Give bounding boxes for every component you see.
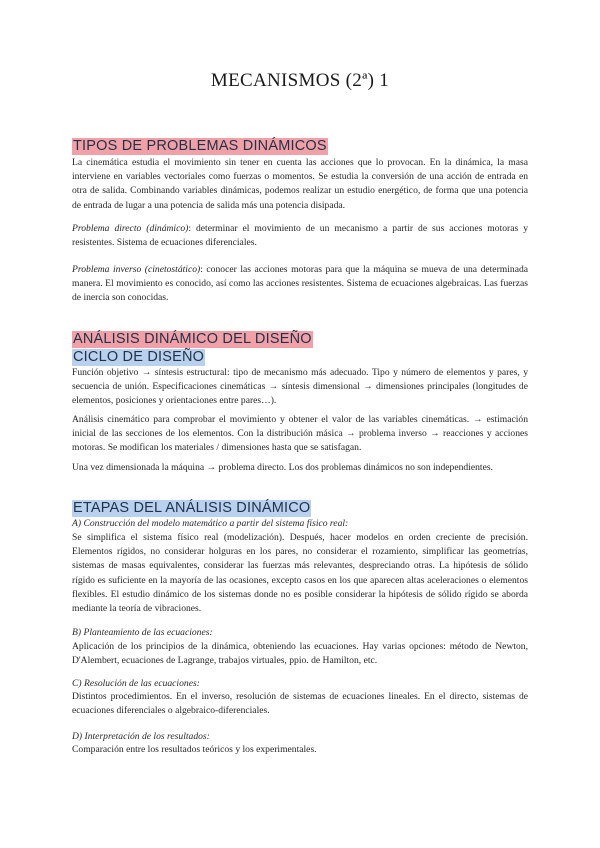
subtitle-resolucion: C) Resolución de las ecuaciones:: [72, 678, 200, 689]
subtitle-construccion-modelo: A) Construcción del modelo matemático a partir del sistema físico real:: [72, 518, 349, 529]
paragraph-analisis-cinematico: Análisis cinemático para comprobar el movimiento y obtener el valor de las variables cinemáticas. → estimación inicial de las secciones de los elementos. Con la distribución másica → problema inverso → reacciones y acciones motoras. Se modifican los materiales / dimensiones hasta que se satisfagan.: [72, 414, 528, 454]
text-problema-inverso: : conocer las acciones motoras para que la máquina se mueva de una determinada manera. El movimiento es conocido, así como las acciones resistentes. Sistema de ecuaciones algebraicas. Las fuerzas de inercia son conocidas.: [72, 264, 529, 304]
subtitle-planteamiento: B) Planteamiento de las ecuaciones:: [72, 627, 213, 638]
label-problema-directo: Problema directo (dinámico): [72, 223, 189, 234]
paragraph-problema-inverso: [72, 263, 528, 306]
paragraph-cinematica: La cinemática estudia el movimiento sin tener en cuenta las acciones que lo provocan. En la dinámica, la masa interviene en variables vectoriales como fuerzas o momentos. Se estudia la conversión de una acción de entrada en otra de salida. Combinando variables dinámicas, podemos realizar un estudio energético, de forma que una potencia de entrada de lugar a una potencia de salida más una potencia disipada.: [72, 157, 528, 211]
paragraph-interpretacion: Comparación entre los resultados teóricos y los experimentales.: [72, 744, 317, 755]
heading-tipos-problemas: TIPOS DE PROBLEMAS DINÁMICOS: [73, 138, 327, 154]
label-problema-inverso: Problema inverso (cinetostático): [72, 264, 201, 275]
heading-ciclo-diseno: CICLO DE DISEÑO: [73, 349, 205, 365]
paragraph-construccion-modelo: Se simplifica el sistema físico real (modelización). Después, hacer modelos en orden creciente de precisión. Elementos rígidos, no considerar holguras en los pares, no considerar el rozamiento, simplificar las geometrías, sistemas de masas equivalentes, considerar las fuerzas más relevantes, despreciando otras. La hipótesis de sólido rígido es suficiente en la mayoría de las ocasiones, excepto casos en los que aparecen altas aceleraciones o elementos flexibles. El estudio dinámico de los sistemas donde no es posible considerar la hipótesis de sólido rígido se aborda mediante la teoría de vibraciones.: [72, 532, 528, 615]
subtitle-interpretacion: D) Interpretación de los resultados:: [72, 731, 210, 742]
paragraph-planteamiento: Aplicación de los principios de la dinámica, obteniendo las ecuaciones. Hay varias opciones: método de Newton, D'Alembert, ecuaciones de Lagrange, trabajos virtuales, ppio. de Hamilton, etc.: [72, 641, 528, 667]
heading-analisis-dinamico: ANÁLISIS DINÁMICO DEL DISEÑO: [73, 331, 312, 347]
paragraph-problema-directo: [72, 222, 528, 250]
text-problema-directo: : determinar el movimiento de un mecanismo a partir de sus acciones motoras y resistentes. Sistema de ecuaciones diferenciales.: [72, 223, 528, 249]
paragraph-resolucion: Distintos procedimientos. En el inverso, resolución de sistemas de ecuaciones lineales. En el directo, sistemas de ecuaciones diferenciales o algebraico-diferenciales.: [72, 691, 528, 717]
paragraph-maquina-dimensionada: Una vez dimensionada la máquina → problema directo. Los dos problemas dinámicos no son independientes.: [72, 462, 493, 473]
paragraph-funcion-objetivo: Función objetivo → síntesis estructural: tipo de mecanismo más adecuado. Tipo y número de elementos y pares, y secuencia de unión. Especificaciones cinemáticas → síntesis dimensional → dimensiones principales (longitudes de elementos, posiciones y orientaciones entre pares…).: [72, 367, 528, 407]
heading-etapas-analisis: ETAPAS DEL ANÁLISIS DINÁMICO: [73, 500, 311, 516]
page-title: MECANISMOS (2ª) 1: [210, 70, 390, 91]
